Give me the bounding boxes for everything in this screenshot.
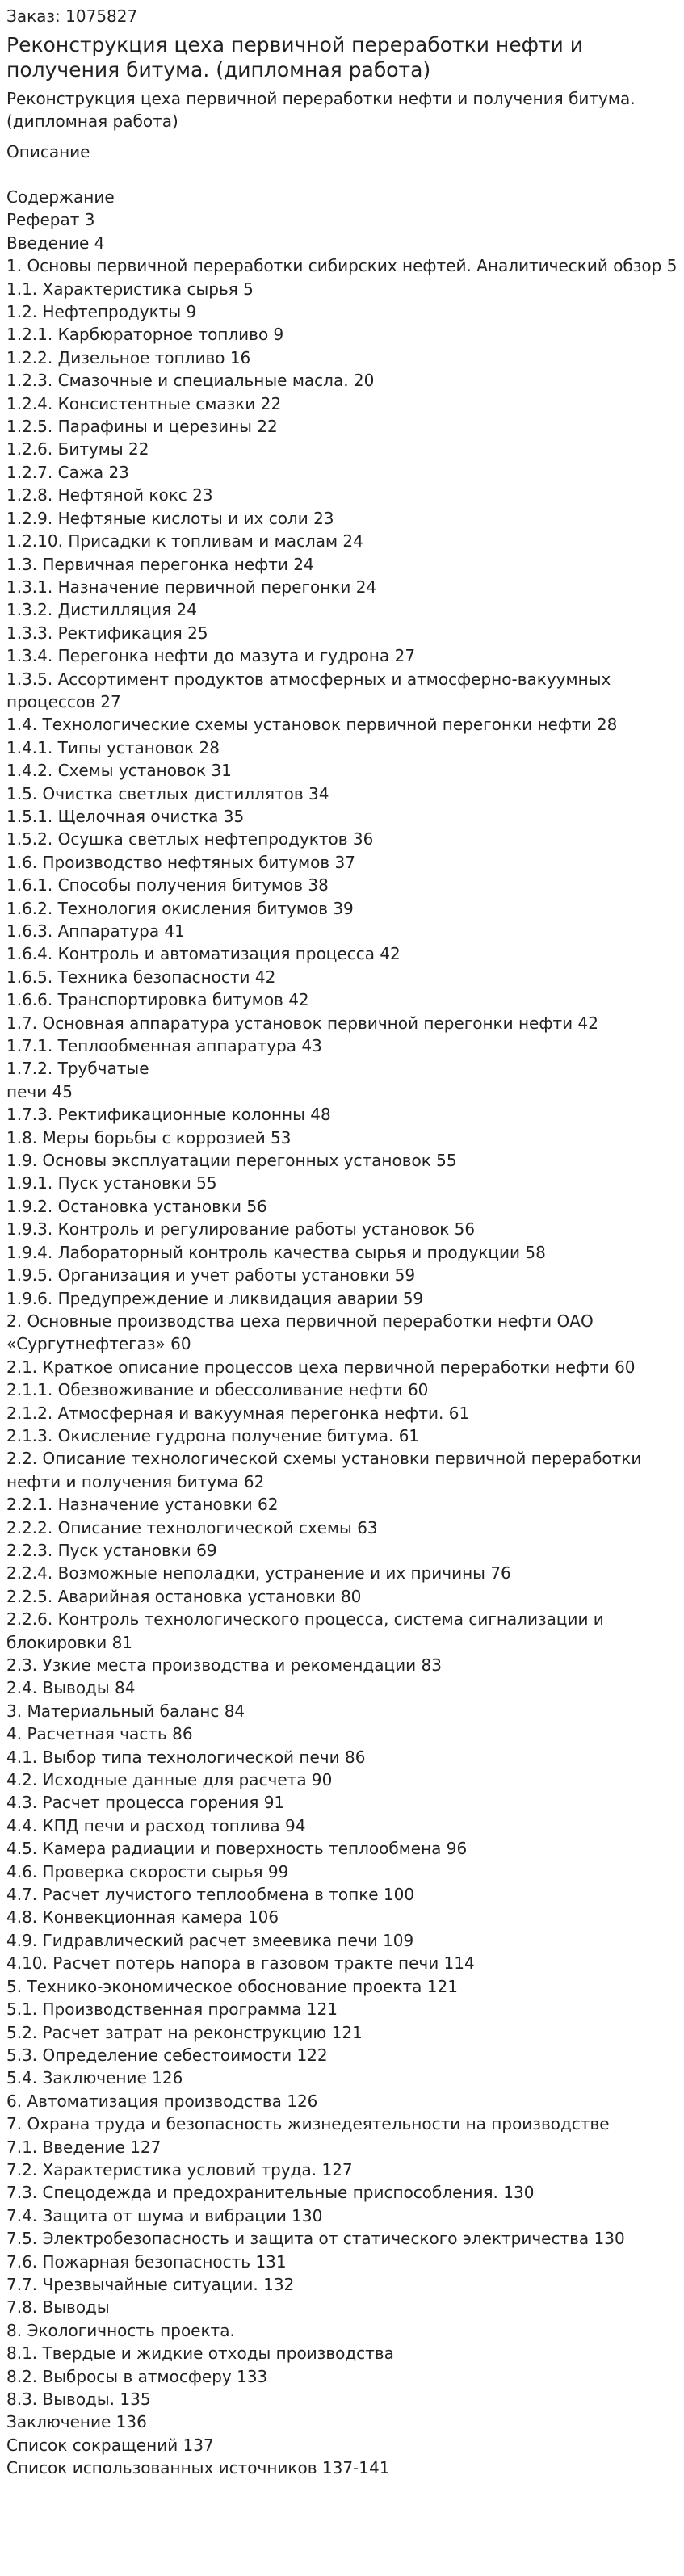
order-number: Заказ: 1075827: [6, 6, 138, 26]
toc-item: 1.2.3. Смазочные и специальные масла. 20: [6, 371, 375, 391]
toc-item: 7.8. Выводы: [6, 2297, 110, 2318]
toc-item: 2.3. Узкие места производства и рекомендации 83: [6, 1655, 442, 1675]
toc-item: 1.5.2. Осушка светлых нефтепродуктов 36: [6, 829, 374, 850]
toc-item: 1.2.6. Битумы 22: [6, 439, 149, 459]
toc-item: 1.6.6. Транспортировка битумов 42: [6, 990, 309, 1010]
toc-item: 1.2.8. Нефтяной кокс 23: [6, 485, 213, 506]
toc-item: 1.3.5. Ассортимент продуктов атмосферных и атмосферно-вакуумных процессов 27: [6, 669, 611, 711]
toc-item: 1.2.9. Нефтяные кислоты и их соли 23: [6, 508, 334, 528]
toc-item: 1.5. Очистка светлых дистиллятов 34: [6, 783, 329, 803]
toc-item: 5.2. Расчет затрат на реконструкцию 121: [6, 2022, 363, 2042]
toc-item: 2.2.2. Описание технологической схемы 63: [6, 1517, 378, 1538]
toc-item: 7.1. Введение 127: [6, 2137, 162, 2157]
toc-item: 2.4. Выводы 84: [6, 1678, 136, 1698]
toc-item: 4.1. Выбор типа технологической печи 86: [6, 1747, 366, 1767]
toc-item: 5.1. Производственная программа 121: [6, 1999, 338, 2020]
toc-item: 6. Автоматизация производства 126: [6, 2091, 318, 2111]
toc-item: 1.2.2. Дизельное топливо 16: [6, 347, 251, 367]
toc-item: 1.6.5. Техника безопасности 42: [6, 967, 276, 987]
toc-item: 2.1.3. Окисление гудрона получение битума. 61: [6, 1425, 420, 1445]
toc-item: 1.2.5. Парафины и церезины 22: [6, 417, 278, 437]
toc-item: 2.1.2. Атмосферная и вакуумная перегонка нефти. 61: [6, 1403, 470, 1423]
toc-item: 1.9.1. Пуск установки 55: [6, 1173, 217, 1194]
toc-item: Введение 4: [6, 233, 105, 253]
toc-item: Реферат 3: [6, 210, 95, 230]
toc-item: 1.6.1. Способы получения битумов 38: [6, 875, 329, 896]
toc-item: 4.6. Проверка скорости сырья 99: [6, 1861, 289, 1882]
toc-item: 7.2. Характеристика условий труда. 127: [6, 2159, 353, 2180]
toc-item: 4.4. КПД печи и расход топлива 94: [6, 1815, 306, 1836]
toc-item: 7.5. Электробезопасность и защита от статического электричества 130: [6, 2229, 625, 2249]
toc-item: 7.3. Спецодежда и предохранительные приспособления. 130: [6, 2183, 535, 2203]
toc-item: 1.3.2. Дистилляция 24: [6, 600, 197, 620]
table-of-contents: [6, 186, 678, 2480]
toc-item: 1.7.2. Трубчатые: [6, 1059, 149, 1079]
toc-item: 2.2.5. Аварийная остановка установки 80: [6, 1586, 362, 1606]
toc-item: 1.8. Меры борьбы с коррозией 53: [6, 1127, 292, 1147]
toc-item: 4.5. Камера радиации и поверхность теплообмена 96: [6, 1839, 468, 1859]
toc-item: 7.6. Пожарная безопасность 131: [6, 2251, 287, 2272]
toc-item: 1.2.7. Сажа 23: [6, 462, 129, 482]
toc-item: 1.7.3. Ректификационные колонны 48: [6, 1105, 331, 1125]
toc-item: Список использованных источников 137-141: [6, 2458, 390, 2478]
toc-item: 1.2. Нефтепродукты 9: [6, 302, 197, 322]
toc-item: 2.1.1. Обезвоживание и обессоливание нефти 60: [6, 1380, 429, 1400]
toc-item: 4.9. Гидравлический расчет змеевика печи 109: [6, 1930, 414, 1950]
toc-item: 8.1. Твердые и жидкие отходы производства: [6, 2343, 394, 2364]
description-heading: Описание: [6, 142, 90, 162]
toc-item: 7.4. Защита от шума и вибрации 130: [6, 2205, 323, 2226]
toc-item: 5.3. Определение себестоимости 122: [6, 2045, 328, 2065]
toc-item: 1.5.1. Щелочная очистка 35: [6, 806, 245, 826]
toc-item: 1.6.4. Контроль и автоматизация процесса 42: [6, 944, 401, 964]
toc-item: 1.7.1. Теплообменная аппаратура 43: [6, 1036, 322, 1056]
toc-item: 4.3. Расчет процесса горения 91: [6, 1793, 285, 1813]
toc-item: 4.10. Расчет потерь напора в газовом тракте печи 114: [6, 1953, 475, 1974]
toc-item: 4.8. Конвекционная камера 106: [6, 1907, 279, 1928]
toc-item: Заключение 136: [6, 2412, 147, 2432]
toc-item: 1.9.4. Лабораторный контроль качества сырья и продукции 58: [6, 1242, 546, 1262]
toc-item: 2.2.1. Назначение установки 62: [6, 1495, 279, 1515]
toc-item: 1.4. Технологические схемы установок первичной перегонки нефти 28: [6, 715, 618, 735]
toc-item: 1.9.2. Остановка установки 56: [6, 1196, 267, 1216]
toc-item: 7.7. Чрезвычайные ситуации. 132: [6, 2274, 295, 2294]
toc-item: 1.9. Основы эксплуатации перегонных установок 55: [6, 1151, 457, 1171]
toc-item: 4.7. Расчет лучистого теплообмена в топке 100: [6, 1885, 415, 1905]
toc-item: 4.2. Исходные данные для расчета 90: [6, 1770, 333, 1790]
toc-item: 1.9.3. Контроль и регулирование работы установок 56: [6, 1219, 476, 1240]
toc-item: 4. Расчетная часть 86: [6, 1724, 193, 1744]
toc-item: 1.3.3. Ректификация 25: [6, 623, 208, 643]
toc-item: Список сокращений 137: [6, 2435, 214, 2455]
toc-item: 2.2.3. Пуск установки 69: [6, 1540, 217, 1560]
page-title: Реконструкция цеха первичной переработки нефти и получения битума. (дипломная работа): [6, 33, 584, 82]
toc-item: 2.2.4. Возможные неполадки, устранение и их причины 76: [6, 1563, 511, 1584]
toc-item: 1. Основы первичной переработки сибирских нефтей. Аналитический обзор 5: [6, 256, 678, 276]
toc-item: 2.2. Описание технологической схемы установки первичной переработки нефти и получения битума 62: [6, 1449, 642, 1491]
toc-item: 1.7. Основная аппаратура установок первичной перегонки нефти 42: [6, 1013, 598, 1033]
toc-item: 1.9.5. Организация и учет работы установки 59: [6, 1265, 416, 1286]
blank-line: [6, 163, 678, 186]
toc-item: 1.6.2. Технология окисления битумов 39: [6, 898, 354, 918]
toc-item: 1.6.3. Аппаратура 41: [6, 921, 185, 941]
toc-item: печи 45: [6, 1081, 73, 1101]
toc-item: 1.2.4. Консистентные смазки 22: [6, 393, 282, 413]
toc-item: 3. Материальный баланс 84: [6, 1701, 245, 1721]
toc-item: 2. Основные производства цеха первичной переработки нефти ОАО «Сургутнефтегаз» 60: [6, 1311, 594, 1354]
toc-item: 1.2.10. Присадки к топливам и маслам 24: [6, 531, 363, 552]
toc-item: 1.6. Производство нефтяных битумов 37: [6, 852, 355, 872]
toc-item: 1.4.2. Схемы установок 31: [6, 761, 232, 781]
toc-heading: Содержание: [6, 187, 115, 207]
toc-item: 7. Охрана труда и безопасность жизнедеятельности на производстве: [6, 2114, 610, 2134]
toc-item: 1.1. Характеристика сырья 5: [6, 279, 254, 299]
toc-item: 1.4.1. Типы установок 28: [6, 737, 220, 757]
toc-item: 1.9.6. Предупреждение и ликвидация аварии 59: [6, 1288, 424, 1308]
toc-item: 5.4. Заключение 126: [6, 2068, 183, 2088]
toc-item: 1.3.1. Назначение первичной перегонки 24: [6, 577, 377, 597]
toc-item: 2.2.6. Контроль технологического процесса, система сигнализации и блокировки 81: [6, 1609, 604, 1652]
toc-item: 5. Технико-экономическое обоснование проекта 121: [6, 1976, 458, 1996]
toc-item: 8.3. Выводы. 135: [6, 2389, 151, 2409]
toc-item: 2.1. Краткое описание процессов цеха первичной переработки нефти 60: [6, 1357, 636, 1377]
toc-item: 8. Экологичность проекта.: [6, 2320, 235, 2340]
toc-item: 1.2.1. Карбюраторное топливо 9: [6, 325, 284, 345]
toc-item: 8.2. Выбросы в атмосферу 133: [6, 2366, 268, 2386]
toc-item: 1.3.4. Перегонка нефти до мазута и гудрона 27: [6, 646, 416, 666]
toc-item: 1.3. Первичная перегонка нефти 24: [6, 554, 314, 574]
page-subtitle: Реконструкция цеха первичной переработки нефти и получения битума. (дипломная работа): [6, 89, 636, 131]
